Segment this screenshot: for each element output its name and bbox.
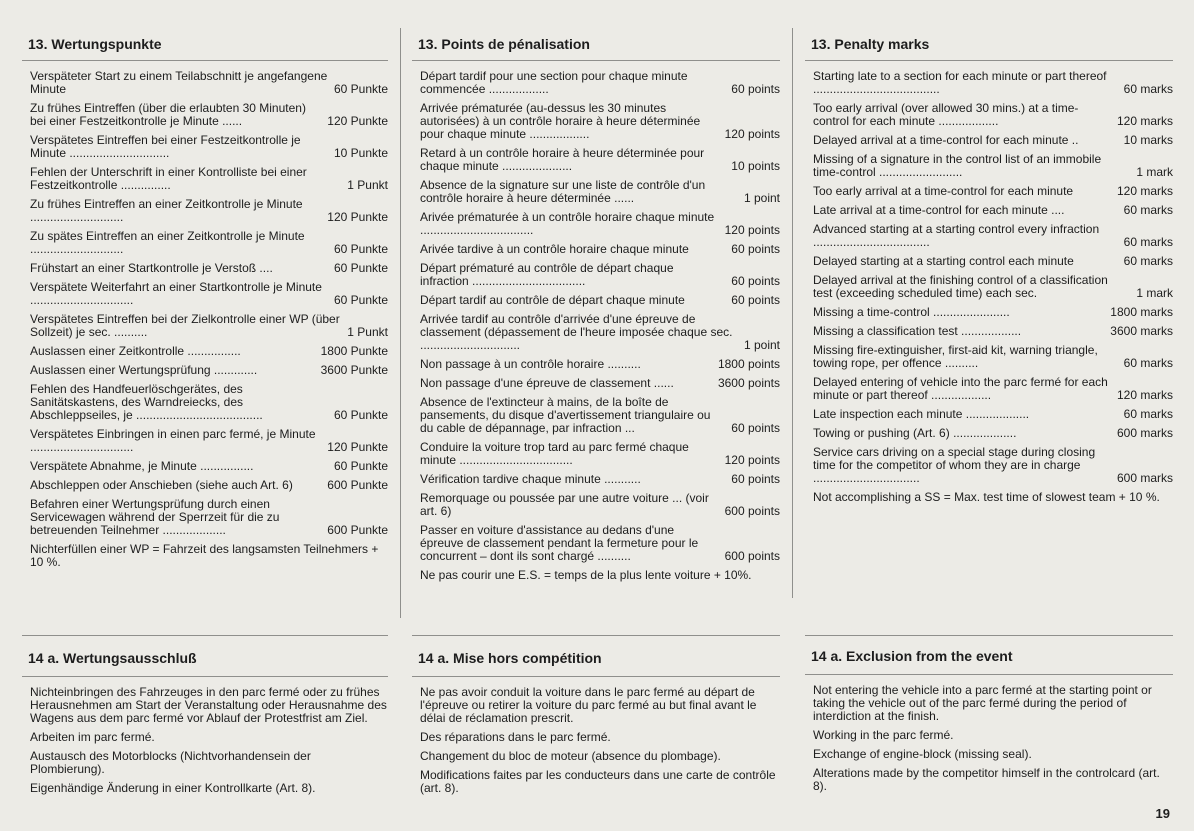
stage-not-completed-note: Nichterfüllen einer WP = Fahrzeit des langsamsten Teilnehmers + 10 %.	[30, 542, 379, 569]
penalty-value: 1 Punkt	[347, 325, 388, 339]
penalty-description: Passer en voiture d'assistance au dedans d'une épreuve de classement pendant la fermeture pour le concurrent – dont ils sont chargé ..........	[420, 523, 699, 563]
penalty-value: 3600 points	[717, 376, 780, 390]
section-14-heading: 14 a. Mise hors compétition	[418, 650, 602, 666]
penalty-value: 600 Punkte	[327, 523, 388, 537]
penalty-row	[420, 441, 780, 467]
penalty-description: Zu frühes Eintreffen (über die erlaubten 30 Minuten) bei einer Festzeitkontrolle je Minute ......	[30, 101, 306, 128]
penalty-value: 60 points	[731, 242, 780, 256]
penalty-value: 120 Punkte	[327, 210, 388, 224]
penalty-row	[420, 358, 780, 371]
penalty-description: Delayed starting at a starting control each minute	[813, 254, 1074, 268]
section-rule	[22, 676, 388, 677]
section-rule	[805, 635, 1173, 636]
section-rule	[805, 674, 1173, 675]
penalty-value: 60 points	[731, 421, 780, 435]
penalty-description: Zu spätes Eintreffen an einer Zeitkontrolle je Minute ............................	[30, 229, 305, 256]
penalty-description: Verspäteter Start zu einem Teilabschnitt je angefangene Minute	[30, 69, 328, 96]
penalty-value: 1 point	[743, 338, 780, 352]
penalty-value: 60 Punkte	[333, 242, 388, 256]
penalty-description: Vérification tardive chaque minute ...........	[420, 472, 641, 486]
section-rule	[22, 60, 388, 61]
penalty-list	[30, 70, 388, 569]
penalty-description: Non passage à un contrôle horaire ..........	[420, 357, 641, 371]
penalty-row	[813, 255, 1173, 268]
penalty-row	[420, 147, 780, 173]
section-13-heading: 13. Penalty marks	[811, 36, 930, 52]
penalty-description: Missing a classification test ..................	[813, 324, 1022, 338]
exclusion-paragraph: Arbeiten im parc fermé.	[30, 730, 155, 744]
column-english	[805, 30, 1173, 819]
exclusion-paragraph: Alterations made by the competitor himself in the controlcard (art. 8).	[813, 766, 1160, 793]
penalty-row	[420, 262, 780, 288]
penalty-description: Absence de l'extincteur à mains, de la boîte de pansements, du disque d'avertissement triangulaire ou du cable de dépannage, par infraction ...	[420, 395, 711, 435]
penalty-row	[420, 396, 780, 435]
penalty-row	[30, 262, 388, 275]
penalty-value: 1 point	[743, 191, 780, 205]
section-rule	[22, 635, 388, 636]
penalty-row	[813, 325, 1173, 338]
penalty-value: 1 mark	[1136, 165, 1173, 179]
penalty-value: 1 Punkt	[347, 178, 388, 192]
penalty-description: Starting late to a section for each minute or part thereof ......................................	[813, 69, 1107, 96]
penalty-description: Late inspection each minute ...................	[813, 407, 1030, 421]
penalty-value: 120 marks	[1116, 114, 1173, 128]
section-13-heading: 13. Wertungspunkte	[28, 36, 162, 52]
penalty-row	[420, 294, 780, 307]
section-13-heading: 13. Points de pénalisation	[418, 36, 590, 52]
penalty-row	[813, 185, 1173, 198]
exclusion-text	[813, 684, 1173, 799]
column-german	[22, 30, 388, 819]
penalty-description: Départ tardif pour une section pour chaque minute commencée ..................	[420, 69, 688, 96]
exclusion-text	[420, 686, 780, 801]
penalty-row	[813, 427, 1173, 440]
penalty-value: 600 marks	[1116, 426, 1173, 440]
exclusion-paragraph: Eigenhändige Änderung in einer Kontrollkarte (Art. 8).	[30, 781, 316, 795]
section-14-heading: 14 a. Exclusion from the event	[811, 648, 1013, 664]
penalty-row	[420, 211, 780, 237]
penalty-description: Missing a time-control .......................	[813, 305, 1010, 319]
exclusion-paragraph: Working in the parc fermé.	[813, 728, 954, 742]
penalty-description: Missing fire-extinguisher, first-aid kit, warning triangle, towing rope, per offence ..........	[813, 343, 1098, 370]
penalty-description: Zu frühes Eintreffen an einer Zeitkontrolle je Minute ............................	[30, 197, 303, 224]
exclusion-paragraph: Austausch des Motorblocks (Nichtvorhandensein der Plombierung).	[30, 749, 311, 776]
penalty-value: 120 points	[724, 453, 780, 467]
penalty-description: Delayed arrival at the finishing control of a classification test (exceeding scheduled time) each sec.	[813, 273, 1108, 300]
penalty-row	[30, 313, 388, 339]
penalty-value: 1 mark	[1136, 286, 1173, 300]
penalty-value: 60 points	[731, 274, 780, 288]
exclusion-paragraph: Des réparations dans le parc fermé.	[420, 730, 611, 744]
penalty-value: 120 points	[724, 127, 780, 141]
penalty-description: Absence de la signature sur une liste de contrôle d'un contrôle horaire à heure déterminée ......	[420, 178, 706, 205]
penalty-row	[420, 179, 780, 205]
penalty-description: Arrivée tardif au contrôle d'arrivée d'une épreuve de classement (dépassement de l'heure imposée chaque sec. ..............................	[420, 312, 733, 352]
penalty-value: 60 Punkte	[333, 459, 388, 473]
penalty-row	[30, 70, 388, 96]
penalty-row	[813, 134, 1173, 147]
penalty-value: 60 marks	[1123, 82, 1173, 96]
section-rule	[805, 60, 1173, 61]
penalty-list	[813, 70, 1173, 504]
exclusion-paragraph: Ne pas avoir conduit la voiture dans le parc fermé au départ de l'épreuve ou retirer la voiture du parc fermé au but final avant le délai de réclamation prescrit.	[420, 685, 757, 725]
penalty-description: Fehlen des Handfeuerlöschgerätes, des Sanitätskastens, des Warndreiecks, des Abschleppseiles, je ......................................	[30, 382, 263, 422]
exclusion-paragraph: Not entering the vehicle into a parc fermé at the starting point or taking the vehicle out of the parc fermé during the period of interdiction at the finish.	[813, 683, 1152, 723]
penalty-row	[420, 70, 780, 96]
penalty-description: Delayed arrival at a time-control for each minute ..	[813, 133, 1079, 147]
penalty-description: Arivée prématurée à un contrôle horaire chaque minute ..................................	[420, 210, 715, 237]
penalty-description: Conduire la voiture trop tard au parc fermé chaque minute ..................................	[420, 440, 689, 467]
penalty-row	[813, 102, 1173, 128]
penalty-description: Fehlen der Unterschrift in einer Kontrolliste bei einer Festzeitkontrolle ...............	[30, 165, 307, 192]
penalty-description: Towing or pushing (Art. 6) ...................	[813, 426, 1017, 440]
penalty-description: Service cars driving on a special stage during closing time for the competitor of whom they are in charge ................................	[813, 445, 1096, 485]
penalty-row	[813, 376, 1173, 402]
penalty-row	[420, 377, 780, 390]
penalty-row	[30, 198, 388, 224]
penalty-row	[30, 345, 388, 358]
penalty-description: Verspätete Weiterfahrt an einer Startkontrolle je Minute ...............................	[30, 280, 322, 307]
penalty-value: 60 points	[731, 472, 780, 486]
penalty-row	[420, 473, 780, 486]
penalty-description: Verspätetes Eintreffen bei der Zielkontrolle einer WP (über Sollzeit) je sec. ..........	[30, 312, 340, 339]
penalty-row	[30, 364, 388, 377]
penalty-value: 3600 Punkte	[320, 363, 388, 377]
penalty-description: Frühstart an einer Startkontrolle je Verstoß ....	[30, 261, 273, 275]
penalty-description: Advanced starting at a starting control every infraction ...................................	[813, 222, 1100, 249]
penalty-description: Arrivée prématurée (au-dessus les 30 minutes autorisées) à un contrôle horaire à heure déterminée pour chaque minute ..................	[420, 101, 701, 141]
penalty-value: 120 marks	[1116, 184, 1173, 198]
penalty-description: Auslassen einer Zeitkontrolle ................	[30, 344, 241, 358]
penalty-description: Befahren einer Wertungsprüfung durch einen Servicewagen während der Sperrzeit für die zu betreuenden Teilnehmer ...................	[30, 497, 280, 537]
penalty-row	[813, 223, 1173, 249]
section-14-heading: 14 a. Wertungsausschluß	[28, 650, 197, 666]
penalty-value: 10 Punkte	[333, 146, 388, 160]
penalty-value: 60 marks	[1123, 235, 1173, 249]
penalty-row	[30, 166, 388, 192]
penalty-value: 1800 marks	[1110, 305, 1173, 319]
penalty-value: 60 Punkte	[333, 293, 388, 307]
penalty-value: 60 marks	[1123, 356, 1173, 370]
penalty-row	[30, 102, 388, 128]
penalty-row	[813, 408, 1173, 421]
penalty-row	[813, 306, 1173, 319]
page-number: 19	[1155, 806, 1170, 821]
penalty-row	[813, 274, 1173, 300]
penalty-row	[30, 383, 388, 422]
penalty-description: Départ tardif au contrôle de départ chaque minute	[420, 293, 685, 307]
penalty-value: 60 marks	[1123, 254, 1173, 268]
penalty-description: Late arrival at a time-control for each minute ....	[813, 203, 1065, 217]
penalty-row	[420, 313, 780, 352]
penalty-value: 1800 Punkte	[320, 344, 388, 358]
penalty-value: 10 points	[731, 159, 780, 173]
penalty-row	[30, 134, 388, 160]
exclusion-paragraph: Changement du bloc de moteur (absence du plombage).	[420, 749, 721, 763]
section-rule	[412, 676, 780, 677]
penalty-row	[813, 204, 1173, 217]
column-separator	[400, 28, 401, 618]
penalty-row	[420, 102, 780, 141]
penalty-row	[813, 153, 1173, 179]
penalty-value: 600 points	[724, 504, 780, 518]
penalty-description: Arivée tardive à un contrôle horaire chaque minute	[420, 242, 689, 256]
penalty-row	[30, 428, 388, 454]
penalty-value: 60 Punkte	[333, 82, 388, 96]
penalty-row	[420, 492, 780, 518]
section-rule	[412, 60, 780, 61]
penalty-row	[30, 460, 388, 473]
penalty-value: 60 points	[731, 82, 780, 96]
penalty-value: 600 Punkte	[327, 478, 388, 492]
penalty-value: 120 Punkte	[327, 114, 388, 128]
column-separator	[792, 28, 793, 598]
penalty-description: Missing of a signature in the control list of an immobile time-control .........................	[813, 152, 1102, 179]
penalty-value: 60 marks	[1123, 407, 1173, 421]
penalty-value: 1800 points	[717, 357, 780, 371]
penalty-value: 120 points	[724, 223, 780, 237]
penalty-description: Too early arrival (over allowed 30 mins.) at a time-control for each minute ..................	[813, 101, 1079, 128]
penalty-description: Remorquage ou poussée par une autre voiture ... (voir art. 6)	[420, 491, 709, 518]
exclusion-paragraph: Modifications faites par les conducteurs dans une carte de contrôle (art. 8).	[420, 768, 776, 795]
penalty-description: Retard à un contrôle horaire à heure déterminée pour chaque minute .....................	[420, 146, 705, 173]
penalty-row	[30, 498, 388, 537]
column-french	[412, 30, 780, 819]
penalty-value: 120 Punkte	[327, 440, 388, 454]
exclusion-text	[30, 686, 388, 801]
exclusion-paragraph: Nichteinbringen des Fahrzeuges in den parc fermé oder zu frühes Herausnehmen am Start der Veranstaltung oder Herausnahme des Wagens aus dem parc fermé vor Ablauf der Protestfrist am Ziel.	[30, 685, 387, 725]
penalty-row	[30, 230, 388, 256]
penalty-description: Départ prématuré au contrôle de départ chaque infraction ..................................	[420, 261, 674, 288]
penalty-value: 60 points	[731, 293, 780, 307]
section-rule	[412, 635, 780, 636]
penalty-row	[813, 70, 1173, 96]
penalty-description: Verspätetes Eintreffen bei einer Festzeitkontrolle je Minute ..............................	[30, 133, 301, 160]
penalty-description: Abschleppen oder Anschieben (siehe auch Art. 6)	[30, 478, 293, 492]
penalty-row	[420, 524, 780, 563]
penalty-row	[30, 479, 388, 492]
penalty-description: Verspätete Abnahme, je Minute ................	[30, 459, 254, 473]
penalty-row	[30, 281, 388, 307]
penalty-row	[813, 344, 1173, 370]
stage-not-completed-note: Ne pas courir une E.S. = temps de la plus lente voiture + 10%.	[420, 568, 752, 582]
penalty-description: Too early arrival at a time-control for each minute	[813, 184, 1074, 198]
penalty-value: 3600 marks	[1110, 324, 1173, 338]
exclusion-paragraph: Exchange of engine-block (missing seal).	[813, 747, 1032, 761]
penalty-value: 600 points	[724, 549, 780, 563]
penalty-list	[420, 70, 780, 582]
penalty-value: 120 marks	[1116, 388, 1173, 402]
penalty-description: Verspätetes Einbringen in einen parc fermé, je Minute ...............................	[30, 427, 316, 454]
stage-not-completed-note: Not accomplishing a SS = Max. test time of slowest team + 10 %.	[813, 490, 1160, 504]
penalty-description: Auslassen einer Wertungsprüfung .............	[30, 363, 258, 377]
penalty-description: Non passage d'une épreuve de classement ......	[420, 376, 674, 390]
penalty-value: 10 marks	[1123, 133, 1173, 147]
penalty-value: 60 Punkte	[333, 261, 388, 275]
penalty-description: Delayed entering of vehicle into the parc fermé for each minute or part thereof ..................	[813, 375, 1108, 402]
penalty-row	[813, 446, 1173, 485]
penalty-row	[420, 243, 780, 256]
penalty-value: 60 marks	[1123, 203, 1173, 217]
penalty-value: 60 Punkte	[333, 408, 388, 422]
penalty-value: 600 marks	[1116, 471, 1173, 485]
